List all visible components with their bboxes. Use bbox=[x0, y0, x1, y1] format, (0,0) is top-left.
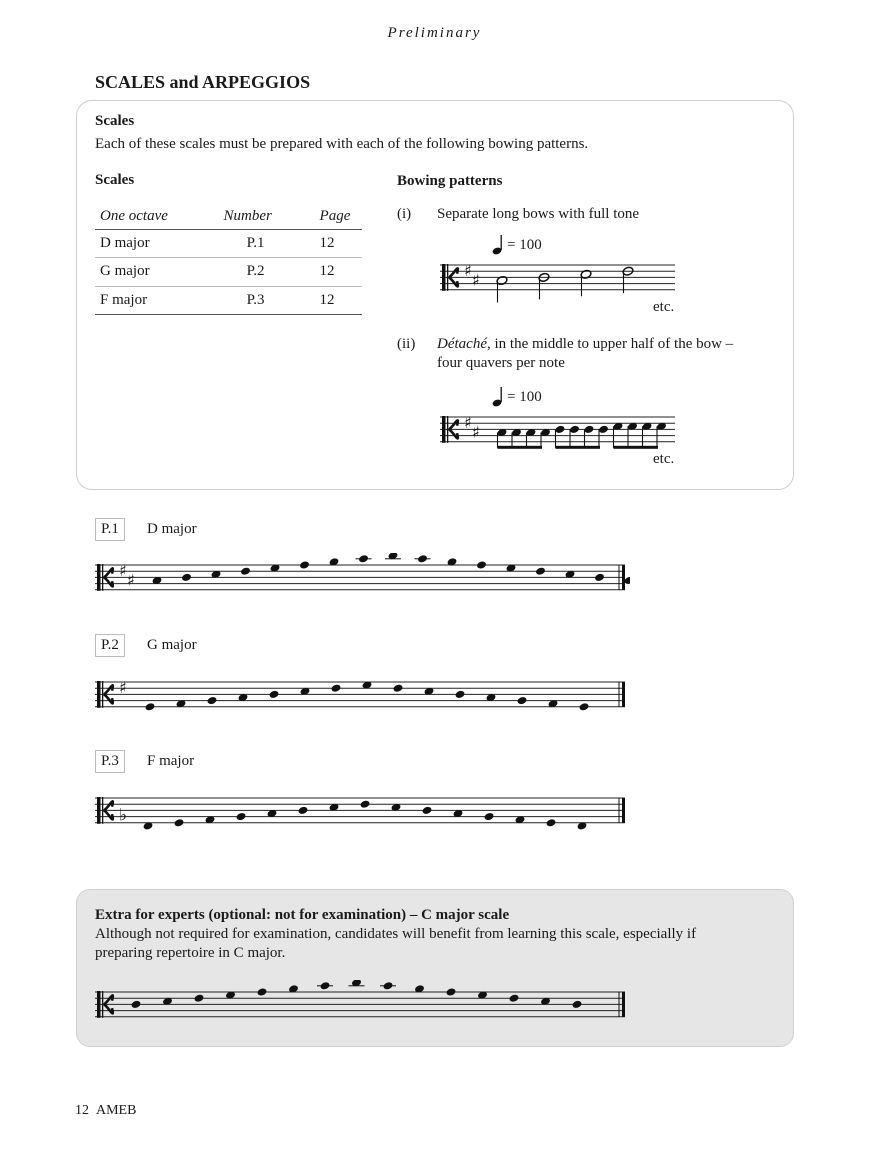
sharp-icon: ♯ bbox=[119, 561, 127, 581]
alto-clef-icon bbox=[447, 416, 448, 443]
scale-page: 12 bbox=[315, 229, 362, 258]
table-row bbox=[95, 258, 362, 287]
note-head bbox=[446, 987, 457, 996]
sharp-icon: ♯ bbox=[119, 678, 127, 698]
note-head bbox=[484, 812, 495, 821]
pattern-1-tempo: = 100 bbox=[507, 237, 542, 253]
note-head bbox=[546, 818, 557, 827]
scales-subheading: Scales bbox=[95, 172, 135, 188]
alto-clef-icon bbox=[442, 416, 446, 443]
note-head bbox=[181, 573, 192, 582]
pattern-2-tempo: = 100 bbox=[507, 389, 542, 405]
scale-number: P.2 bbox=[192, 258, 315, 287]
scales-table bbox=[95, 204, 362, 315]
note-head bbox=[298, 806, 309, 815]
sharp-icon: ♯ bbox=[127, 570, 135, 590]
final-barline bbox=[622, 992, 625, 1017]
pattern-2-etc: etc. bbox=[653, 451, 675, 467]
note-head bbox=[555, 425, 566, 434]
alto-clef-icon bbox=[442, 264, 446, 291]
note-head bbox=[174, 818, 185, 827]
experts-line-1: Although not required for examination, candidates will benefit from learning this scale, especially if bbox=[95, 926, 697, 942]
alto-clef-icon bbox=[97, 797, 101, 824]
note-head bbox=[236, 812, 247, 821]
exercise-staff-f-major bbox=[90, 786, 630, 838]
exercise-title: F major bbox=[147, 753, 195, 769]
sharp-icon: ♯ bbox=[464, 413, 472, 433]
note-head bbox=[145, 702, 156, 711]
exercise-title: G major bbox=[147, 637, 197, 653]
exercise-title: D major bbox=[147, 521, 197, 537]
alto-clef-icon bbox=[97, 681, 101, 708]
note-head bbox=[579, 702, 590, 711]
alto-clef-icon bbox=[102, 681, 103, 708]
experts-line-2: preparing repertoire in C major. bbox=[95, 945, 286, 961]
exercise-number-badge: P.1 bbox=[95, 518, 125, 541]
publisher-name: AMEB bbox=[96, 1103, 137, 1118]
note-head bbox=[584, 425, 595, 434]
alto-clef-icon bbox=[447, 264, 448, 291]
pattern-1-numeral: (i) bbox=[397, 206, 412, 222]
experts-heading: Extra for experts (optional: not for examination) – C major scale bbox=[95, 907, 510, 923]
note-head bbox=[207, 696, 218, 705]
detache-term: Détaché bbox=[437, 336, 487, 352]
note-head bbox=[257, 987, 268, 996]
exercise-number-badge: P.2 bbox=[95, 634, 125, 657]
note-head bbox=[569, 425, 580, 434]
col-page: Page bbox=[315, 204, 362, 229]
scale-page: 12 bbox=[315, 258, 362, 287]
col-one-octave: One octave bbox=[95, 204, 192, 229]
section-title: SCALES and ARPEGGIOS bbox=[95, 72, 311, 92]
note-head bbox=[360, 800, 371, 809]
pattern-1-staff bbox=[430, 255, 690, 305]
note-head bbox=[509, 994, 520, 1003]
page-footer bbox=[75, 1103, 136, 1119]
note-head bbox=[393, 684, 404, 693]
exercise-staff-g-major bbox=[90, 670, 630, 722]
crotchet-icon bbox=[492, 386, 506, 408]
note-head bbox=[476, 560, 487, 569]
pattern-2-text-rest: , in the middle to upper half of the bow – bbox=[486, 336, 734, 352]
alto-clef-icon bbox=[102, 797, 103, 824]
note-head bbox=[269, 690, 280, 699]
page-number: 12 bbox=[75, 1103, 89, 1118]
note-head bbox=[194, 994, 205, 1003]
pattern-2-text bbox=[437, 336, 733, 353]
scales-heading: Scales bbox=[95, 113, 135, 129]
pattern-1-text: Separate long bows with full tone bbox=[437, 206, 640, 222]
note-head bbox=[240, 567, 251, 576]
scale-name: D major bbox=[95, 229, 192, 258]
flat-icon: ♭ bbox=[119, 805, 128, 826]
scale-name: F major bbox=[95, 286, 192, 315]
note-head bbox=[455, 690, 466, 699]
scale-number: P.3 bbox=[192, 286, 315, 315]
note-head bbox=[598, 425, 609, 434]
scale-page: 12 bbox=[315, 286, 362, 315]
bowing-patterns-heading: Bowing patterns bbox=[397, 173, 503, 189]
exercise-staff-d-major bbox=[90, 553, 630, 605]
crotchet-icon bbox=[492, 234, 506, 256]
scale-number: P.1 bbox=[192, 229, 315, 258]
final-barline bbox=[622, 682, 625, 707]
pattern-2-text-line2: four quavers per note bbox=[437, 355, 565, 371]
exercise-staff-c-major bbox=[90, 980, 630, 1030]
sharp-icon: ♯ bbox=[472, 422, 480, 442]
note-head bbox=[535, 567, 546, 576]
sharp-icon: ♯ bbox=[464, 261, 472, 281]
note-head bbox=[131, 1000, 142, 1009]
note-head bbox=[422, 806, 433, 815]
exercise-number-badge: P.3 bbox=[95, 750, 125, 773]
note-head bbox=[517, 696, 528, 705]
alto-clef-icon bbox=[97, 564, 101, 591]
note-head bbox=[572, 1000, 583, 1009]
table-row bbox=[95, 229, 362, 258]
pattern-2-numeral: (ii) bbox=[397, 336, 416, 352]
alto-clef-icon bbox=[102, 564, 103, 591]
pattern-2-staff bbox=[430, 407, 690, 457]
table-row bbox=[95, 286, 362, 315]
pattern-1-etc: etc. bbox=[653, 299, 675, 315]
final-barline bbox=[622, 798, 625, 823]
note-head bbox=[299, 560, 310, 569]
running-header: Preliminary bbox=[387, 25, 482, 41]
quaver-beam bbox=[614, 446, 659, 449]
alto-clef-icon bbox=[102, 991, 103, 1018]
note-head bbox=[594, 573, 605, 582]
col-number: Number bbox=[192, 204, 315, 229]
scale-name: G major bbox=[95, 258, 192, 287]
table-header-row bbox=[95, 204, 362, 229]
sharp-icon: ♯ bbox=[472, 270, 480, 290]
quaver-beam bbox=[498, 446, 543, 449]
scales-intro: Each of these scales must be prepared with each of the following bowing patterns. bbox=[95, 136, 589, 152]
final-barline bbox=[622, 565, 625, 590]
quaver-beam bbox=[556, 446, 601, 449]
alto-clef-icon bbox=[97, 991, 101, 1018]
note-head bbox=[331, 684, 342, 693]
